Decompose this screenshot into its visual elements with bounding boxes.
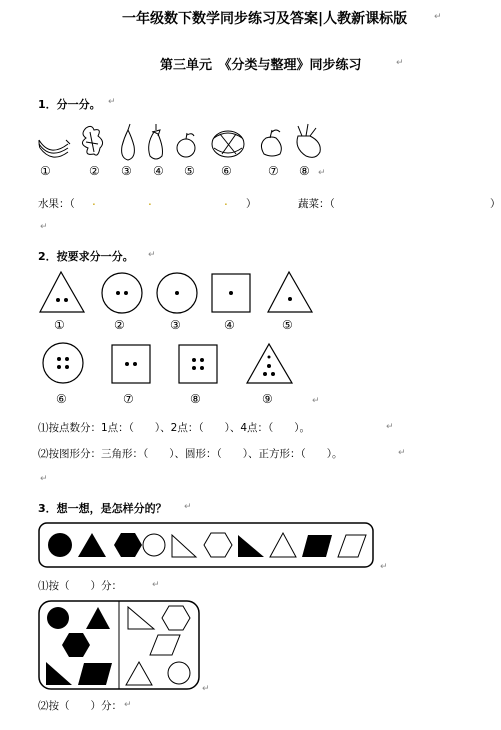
q2-line-1: ⑴按点数分：1点：（ ）、2点：（ ）、4点：（ ）。 bbox=[38, 422, 311, 434]
question-1-label: 1．分一分。 bbox=[38, 98, 101, 111]
q1-number-5: ⑤ bbox=[184, 164, 195, 178]
chinese-cabbage-icon bbox=[212, 131, 244, 157]
filled-right-triangle-icon bbox=[46, 662, 72, 685]
q2-number-5: ⑤ bbox=[282, 318, 293, 332]
filled-triangle-icon bbox=[78, 533, 106, 557]
radish-icon bbox=[297, 124, 320, 157]
cabbage-icon bbox=[82, 126, 102, 155]
peach-icon bbox=[261, 130, 281, 156]
vegetable-label: 蔬菜：（ bbox=[298, 198, 335, 210]
q2-line-2: ⑵按图形分：三角形：（ ）、圆形：（ ）、正方形：（ ）。 bbox=[38, 448, 343, 460]
fruit-close: ） bbox=[246, 198, 257, 210]
q1-number-4: ④ bbox=[153, 164, 164, 178]
circle-icon bbox=[43, 343, 83, 383]
square-icon bbox=[112, 345, 150, 383]
circle-icon bbox=[102, 273, 142, 313]
hexagon-icon bbox=[204, 533, 232, 557]
banana-icon bbox=[39, 140, 70, 157]
return-mark-icon: ↵ bbox=[318, 168, 326, 178]
triangle-icon bbox=[270, 533, 296, 557]
q2-number-7: ⑦ bbox=[123, 392, 134, 406]
q1-number-8: ⑧ bbox=[299, 164, 310, 178]
q2-number-4: ④ bbox=[224, 318, 235, 332]
fruit-dot: . bbox=[148, 194, 152, 208]
right-triangle-icon bbox=[128, 607, 154, 629]
pear-icon bbox=[122, 124, 135, 160]
return-mark-icon: ↵ bbox=[40, 474, 48, 484]
fruit-label: 水果：（ bbox=[38, 198, 75, 210]
filled-circle-icon bbox=[48, 533, 72, 557]
return-mark-icon: ↵ bbox=[380, 562, 388, 572]
return-mark-icon: ↵ bbox=[386, 422, 394, 432]
page-title: 一年级数下数学同步练习及答案|人教新课标版 bbox=[122, 11, 408, 27]
return-mark-icon: ↵ bbox=[398, 448, 406, 458]
filled-parallelogram-icon bbox=[302, 535, 332, 557]
fruit-dot: . bbox=[224, 194, 228, 208]
parallelogram-icon bbox=[150, 635, 180, 655]
q2-number-1: ① bbox=[54, 318, 65, 332]
produce-pictures bbox=[36, 118, 336, 166]
fruit-dot: . bbox=[92, 194, 96, 208]
vegetable-close: ） bbox=[490, 198, 501, 210]
return-mark-icon: ↵ bbox=[184, 502, 192, 512]
question-3-label: 3．想一想，是怎样分的？ bbox=[38, 502, 167, 515]
question-2-label: 2．按要求分一分。 bbox=[38, 250, 134, 263]
parallelogram-icon bbox=[338, 535, 366, 557]
triangle-icon bbox=[247, 344, 292, 383]
filled-circle-icon bbox=[47, 607, 69, 629]
hexagon-icon bbox=[162, 606, 190, 630]
triangle-icon bbox=[126, 662, 152, 685]
q2-number-3: ③ bbox=[170, 318, 181, 332]
filled-hexagon-icon bbox=[62, 633, 90, 657]
filled-hexagon-icon bbox=[114, 533, 142, 557]
filled-right-triangle-icon bbox=[238, 535, 264, 557]
q2-number-8: ⑧ bbox=[190, 392, 201, 406]
eggplant-icon bbox=[149, 124, 163, 159]
q2-number-9: ⑨ bbox=[262, 392, 273, 406]
q3-answer-2: ⑵按（ ）分： bbox=[38, 700, 122, 712]
shape-row-panel bbox=[38, 522, 378, 570]
return-mark-icon: ↵ bbox=[108, 97, 116, 107]
q1-number-2: ② bbox=[89, 164, 100, 178]
circle-icon bbox=[168, 662, 190, 684]
triangle-icon bbox=[268, 272, 312, 312]
q1-number-6: ⑥ bbox=[221, 164, 232, 178]
q1-number-3: ③ bbox=[121, 164, 132, 178]
return-mark-icon: ↵ bbox=[40, 222, 48, 232]
return-mark-icon: ↵ bbox=[148, 250, 156, 260]
filled-triangle-icon bbox=[86, 607, 110, 629]
return-mark-icon: ↵ bbox=[434, 12, 442, 22]
apple-icon bbox=[177, 133, 195, 157]
circle-icon bbox=[143, 534, 165, 556]
shape-group-panel bbox=[38, 600, 202, 692]
q3-answer-1: ⑴按（ ）分： bbox=[38, 580, 122, 592]
filled-parallelogram-icon bbox=[78, 663, 112, 685]
q2-number-2: ② bbox=[114, 318, 125, 332]
page-subtitle: 第三单元 《分类与整理》同步练习 bbox=[160, 58, 362, 73]
return-mark-icon: ↵ bbox=[124, 700, 132, 710]
q2-number-6: ⑥ bbox=[56, 392, 67, 406]
square-icon bbox=[179, 345, 217, 383]
return-mark-icon: ↵ bbox=[312, 396, 320, 406]
triangle-icon bbox=[40, 272, 84, 312]
return-mark-icon: ↵ bbox=[202, 684, 210, 694]
return-mark-icon: ↵ bbox=[152, 580, 160, 590]
return-mark-icon: ↵ bbox=[396, 58, 404, 68]
right-triangle-icon bbox=[172, 535, 196, 557]
q1-number-1: ① bbox=[40, 164, 51, 178]
q1-number-7: ⑦ bbox=[268, 164, 279, 178]
